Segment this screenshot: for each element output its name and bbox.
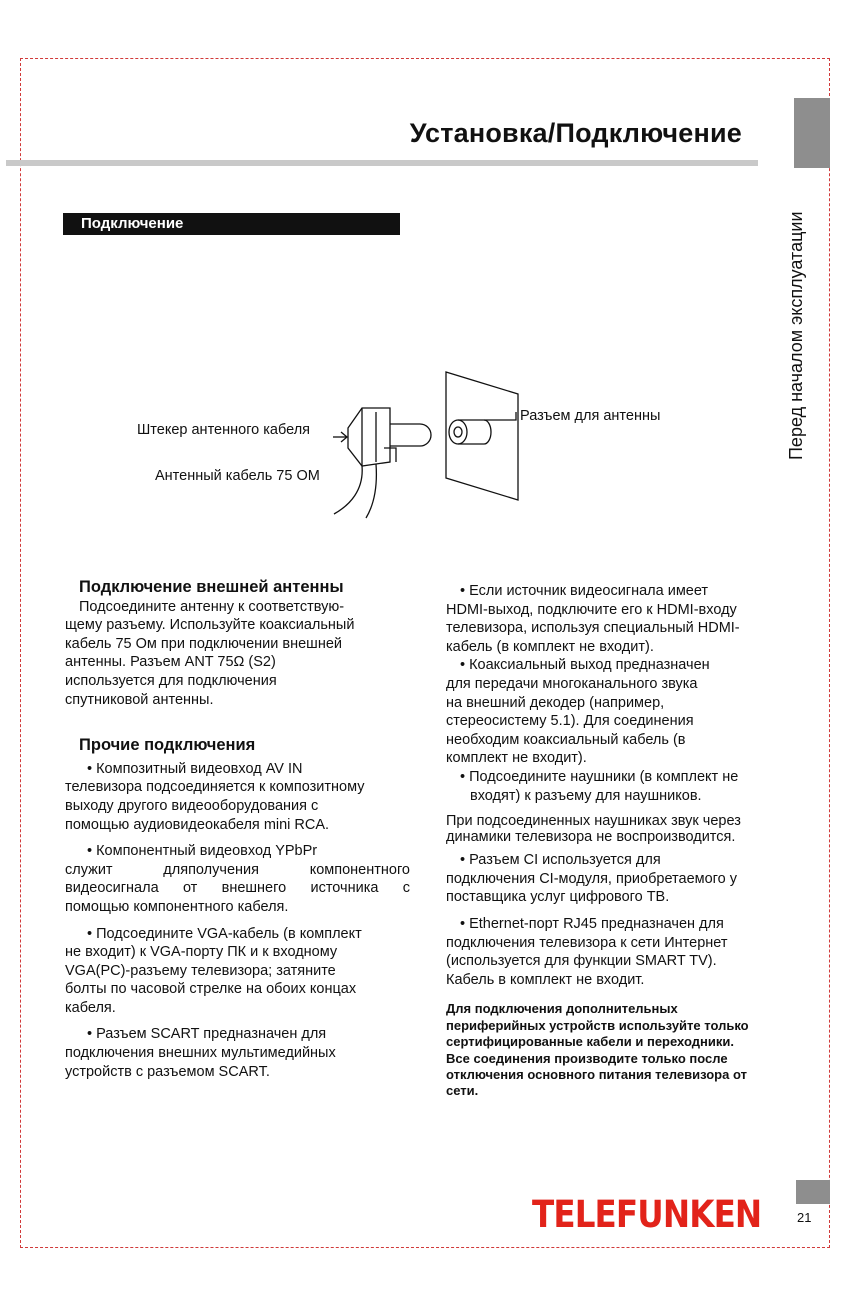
page-title: Установка/Подключение	[409, 118, 742, 148]
bullet-component: • Компонентный видеовход YPbPr служит дляполучения компонентного видеосигнала от внешнего источника с помощью компонентного кабеля.	[65, 843, 410, 915]
wall-panel	[446, 372, 518, 500]
bullet-hdmi: • Если источник видеосигнала имеет HDMI-выход, подключите его к HDMI-входу телевизора, используя специальный HDMI- кабель (в комплект не входит).	[446, 583, 740, 655]
antenna-cable	[334, 466, 362, 514]
plug-pin	[390, 424, 431, 446]
brand-logo: TELEFUNKEN	[532, 1193, 762, 1236]
heading-other-connections: Прочие подключения	[79, 736, 256, 755]
left-column	[65, 578, 410, 1081]
antenna-socket	[458, 420, 491, 444]
bullet-vga: • Подсоедините VGA-кабель (в комплект не входит) к VGA-порту ПК и к входному VGA(PC)-разъему телевизора; затяните болты по часовой стрелке на обоих концах кабеля.	[65, 925, 362, 1016]
bullet-coaxial: • Коаксиальный выход предназначен для передачи многоканального звука на внешний декодер (например, стереосистему 5.1). Для соединения необходим коаксиальный кабель (в комплект не входит).	[446, 657, 710, 767]
paragraph-external-antenna: Подсоедините антенну к соответствую- щему разъему. Используйте коаксиальный кабель 75 Ом при подключении внешней антенны. Разъем ANT 75Ω (S2) используется для подключения спутниковой антенны.	[65, 598, 355, 708]
plug-body	[348, 408, 390, 466]
bullet-ethernet: • Ethernet-порт RJ45 предназначен для подключения телевизора к сети Интернет (используется для функции SMART TV). Кабель в комплект не входит.	[446, 915, 728, 988]
safety-note: Для подключения дополнительных периферийных устройств используйте только сертифицированные кабели и переходники. Все соединения производите только после отключения основного питания телевизора от сети.	[446, 1001, 749, 1099]
page-number: 21	[797, 1210, 812, 1225]
page-tab-marker	[796, 1180, 830, 1204]
cable-label: Антенный кабель 75 ОМ	[155, 468, 320, 484]
heading-external-antenna: Подключение внешней антенны	[79, 578, 344, 596]
right-column	[446, 582, 791, 1100]
plug-label: Штекер антенного кабеля	[137, 422, 311, 438]
socket-label: Разъем для антенны	[520, 408, 661, 424]
paragraph-headphones: При подсоединенных наушниках звук через динамики телевизора не воспроизводится.	[446, 813, 741, 846]
bullet-headphones: • Подсоедините наушники (в комплект не входят) к разъему для наушников.	[460, 768, 739, 804]
bullet-ci: • Разъем CI используется для подключения CI-модуля, приобретаемого у поставщика услуг цифрового ТВ.	[446, 852, 737, 906]
side-tab-label: Перед началом эксплуатации	[786, 211, 806, 460]
bullet-scart: • Разъем SCART предназначен для подключения внешних мультимедийных устройств с разъемом SCART.	[65, 1026, 336, 1080]
antenna-diagram	[0, 0, 850, 560]
section-heading: Подключение	[63, 213, 400, 235]
bullet-composite: • Композитный видеовход AV IN телевизора подсоединяется к композитному выходу другого видеооборудования с помощью аудиовидеокабеля mini RCA.	[65, 760, 365, 833]
